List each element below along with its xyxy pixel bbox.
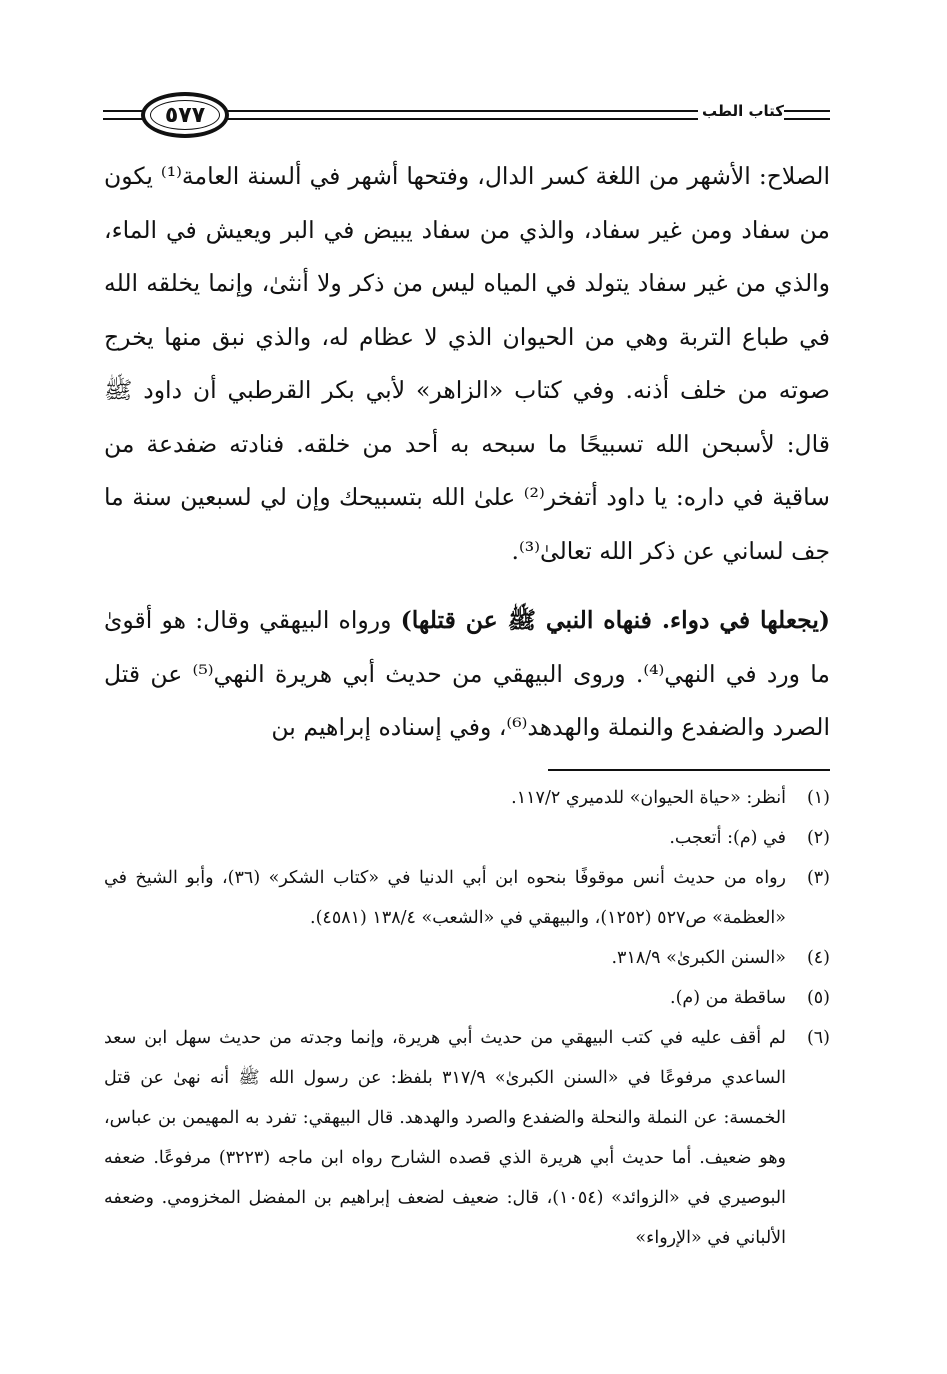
footnotes [104, 778, 830, 1258]
footnote-text: لم أقف عليه في كتب البيهقي من حديث أبي هريرة، وإنما وجدته من حديث سهل ابن سعد الساعدي مرفوعًا في «السنن الكبرىٰ» ٣١٧/٩ بلفظ: عن رسول الله ﷺ أنه نهىٰ عن قتل الخمسة: عن النملة والنحلة والضفدع والصرد والهدهد. قال البيهقي: تفرد به المهيمن بن عباس، وهو ضعيف. أما حديث أبي هريرة الذي قصده الشارح رواه ابن ماجه (٣٢٢٣) مرفوعًا. ضعفه البوصيري في «الزوائد» (١٠٥٤)، قال: ضعيف لضعف إبراهيم بن المفضل المخزومي. وضعفه الألباني في «الإرواء» [104, 1028, 787, 1248]
hadith-quote: (يجعلها في دواء. فنهاه النبي ﷺ عن قتلها) [400, 606, 830, 634]
footnote-2 [104, 818, 830, 858]
header-rule-left-bottom [103, 118, 143, 120]
footnote-4 [104, 938, 830, 978]
footnote-6 [104, 1018, 830, 1258]
footnote-number: (٥) [806, 988, 830, 1008]
page-number-ornament [141, 92, 229, 138]
footnote-1 [104, 778, 830, 818]
footnote-3 [104, 858, 830, 938]
main-text [104, 150, 830, 755]
footnote-number: (٤) [806, 948, 830, 968]
footnote-number: (١) [806, 788, 830, 808]
footnote-5 [104, 978, 830, 1018]
footnote-text: «السنن الكبرىٰ» ٣١٨/٩. [611, 948, 786, 968]
footnote-number: (٣) [806, 868, 830, 888]
paragraph-2 [104, 594, 830, 755]
footnote-separator [548, 769, 830, 771]
footnote-text: رواه من حديث أنس موقوفًا بنحوه ابن أبي الدنيا في «كتاب الشكر» (٣٦)، وأبو الشيخ في «العظمة» ص٥٢٧ (١٢٥٢)، والبيهقي في «الشعب» ١٣٨/٤ (٤٥٨١). [104, 868, 786, 928]
footnote-number: (٢) [806, 828, 830, 848]
footnote-number: (٦) [806, 1028, 830, 1048]
footnote-text: أنظر: «حياة الحيوان» للدميري ١١٧/٢. [511, 788, 786, 808]
paragraph-2-text: ورواه البيهقي وقال: هو أقوىٰ ما ورد في النهي⁽⁴⁾. وروى البيهقي من حديث أبي هريرة النهي⁽⁵⁾ عن قتل الصرد والضفدع والنملة والهدهد⁽⁶⁾، وفي إسناده إبراهيم بن [104, 606, 830, 741]
footnote-text: ساقطة من (م). [670, 988, 786, 1008]
running-title: كتاب الطب [698, 102, 784, 120]
page-header [103, 92, 830, 142]
page-number: ٥٧٧ [164, 102, 206, 128]
footnote-text: في (م): أتعجب. [669, 828, 786, 848]
header-rule-left-top [103, 110, 143, 112]
paragraph-1: الصلاح: الأشهر من اللغة كسر الدال، وفتحها أشهر في ألسنة العامة⁽¹⁾ يكون من سفاد ومن غير سفاد، والذي من سفاد يبيض في البر ويعيش في الماء، والذي من غير سفاد يتولد في المياه ليس من ذكر ولا أنثىٰ، وإنما يخلقه الله في طباع التربة وهي من الحيوان الذي لا عظام له، والذي نبق منها يخرج صوته من خلف أذنه. وفي كتاب «الزاهر» لأبي بكر القرطبي أن داود ﷺ قال: لأسبحن الله تسبيحًا ما سبحه به أحد من خلقه. فنادته ضفدعة من ساقية في داره: يا داود أتفخر⁽²⁾ علىٰ الله بتسبيحك وإن لي لسبعين سنة ما جف لساني عن ذكر الله تعالىٰ⁽³⁾. [104, 162, 830, 565]
